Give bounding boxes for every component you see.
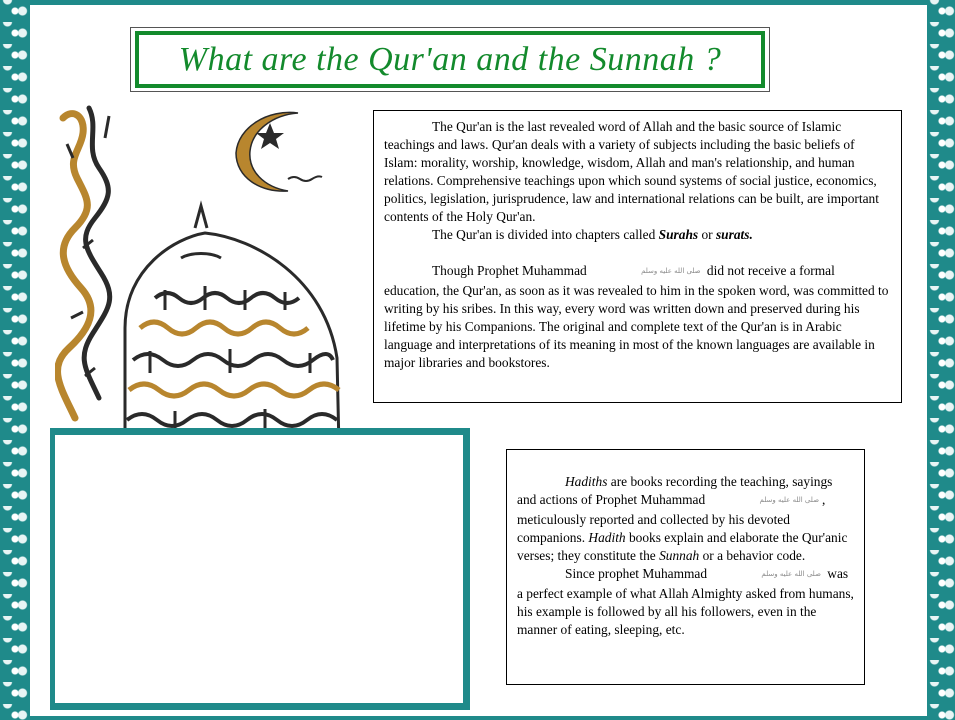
hadith-text-box: [506, 449, 865, 685]
hadith-p1-text-c: books explain and elaborate the Qur'anic verses; they constitute the: [517, 530, 848, 563]
surats-term: surats.: [715, 227, 753, 242]
hadith-p1-text-b: , meticulously reported and collected by his devoted companions.: [517, 492, 826, 545]
quran-paragraph-3: [384, 262, 891, 372]
pbuh-glyph: صلى الله عليه وسلم: [641, 267, 701, 275]
empty-picture-frame: [50, 428, 470, 710]
left-decorative-border: [0, 0, 30, 720]
quran-p2-or: or: [698, 227, 716, 242]
quran-paragraph-2: [384, 226, 891, 244]
paragraph-spacer: [384, 244, 891, 262]
hadith-p2-text-a: Since prophet Muhammad: [565, 566, 711, 581]
top-border: [30, 0, 927, 5]
sunnah-term: Sunnah: [659, 548, 700, 563]
crescent-star-icon: [228, 105, 328, 195]
calligraphy-column: [58, 108, 110, 418]
pbuh-glyph: صلى الله عليه وسلم: [761, 570, 821, 578]
quran-text-box: [373, 110, 902, 403]
quran-p3-text-a: Though Prophet Muhammad: [432, 263, 591, 278]
pbuh-glyph: صلى الله عليه وسلم: [759, 496, 820, 504]
bottom-border: [30, 716, 927, 720]
title-box: [130, 27, 770, 92]
surahs-term: Surahs: [658, 227, 699, 242]
quran-p2-text: The Qur'an is divided into chapters called: [432, 227, 659, 242]
hadiths-term: Hadiths: [565, 474, 608, 489]
hadith-p1-text-d: or a behavior code.: [699, 548, 806, 563]
right-decorative-border: [927, 0, 955, 720]
hadith-p2-text-b: was a perfect example of what Allah Almighty asked from humans, his example is followed by all his followers, even in the manner of eating, sleeping, etc.: [517, 566, 854, 637]
title-frame: [135, 31, 765, 88]
hadith-paragraph-1: [517, 473, 854, 565]
hadith-paragraph-2: [517, 565, 854, 639]
quran-paragraph-1: The Qur'an is the last revealed word of Allah and the basic source of Islamic teachings and laws. Qur'an deals with a variety of subjects including the basic beliefs of Islam: morality, worship, knowledge, wisdom, Allah and man's relationship, and human relations. Comprehensive teachings upon which sound systems of social justice, economics, politics, legislation, jurisprudence, law and international relations can be built, are important contents of the Holy Qur'an.: [384, 119, 879, 224]
quran-p3-text-b: did not receive a formal education, the Qur'an, as soon as it was revealed to him in the spoken word, was committed to writing by his sribes. In this way, every word was written down and preserved during his lifetime by his Companions. The original and complete text of the Qur'an is in Arabic language and interpretations of its meaning in most of the known languages are available in major libraries and bookstores.: [384, 263, 889, 370]
hadith-p1-text-a: are books recording the teaching, sayings and actions of Prophet Muhammad: [517, 474, 833, 507]
hadith-term: Hadith: [588, 530, 626, 545]
page-title: What are the Qur'an and the Sunnah ?: [178, 40, 722, 78]
